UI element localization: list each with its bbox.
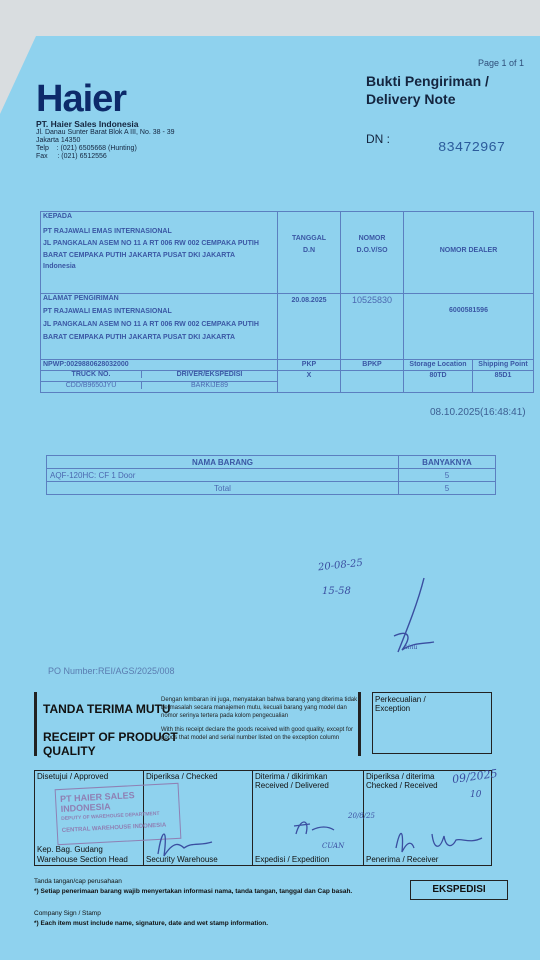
items-table	[46, 455, 496, 495]
recipient-country: Indonesia	[43, 263, 76, 270]
page-number: Page 1 of 1	[478, 58, 525, 68]
delivered-name-hw: CUAN	[322, 842, 345, 850]
pkp-label: PKP	[278, 360, 341, 371]
delivered-foot: Expedisi / Expedition	[255, 855, 330, 864]
nomor-label: NOMOR	[358, 235, 386, 242]
nomor-sub: D.O.V/SO	[356, 247, 388, 254]
received-label: Diperiksa / diterima Checked / Received	[366, 772, 438, 790]
footer-line-4: *) Each item must include name, signature, date and wet stamp information.	[34, 920, 269, 927]
recipient-name: PT RAJAWALI EMAS INTERNASIONAL	[43, 228, 172, 235]
approved-foot-1: Kep. Bag. Gudang	[37, 845, 103, 854]
dealer-value-cell	[404, 294, 534, 360]
tanggal-value: 20.08.2025	[291, 297, 327, 304]
tanggal-sub: D.N	[302, 247, 316, 254]
dn-number: 83472967	[438, 140, 506, 156]
table-row	[47, 469, 496, 482]
signature-note: ninu	[404, 644, 418, 651]
stamp-line-2: DEPUTY OF WAREHOUSE DEPARTMENT	[61, 810, 160, 822]
dealer-label: NOMOR DEALER	[439, 247, 498, 254]
tanggal-header	[278, 212, 341, 294]
checked-label: Diperiksa / Checked	[146, 772, 218, 781]
dealer-value: 6000581596	[449, 307, 488, 314]
checked-foot: Security Warehouse	[146, 855, 218, 864]
dealer-header	[404, 212, 534, 294]
item-name: AQF-120HC: CF 1 Door	[47, 469, 399, 482]
total-label: Total	[47, 482, 399, 495]
company-fax: Fax : (021) 6512556	[36, 153, 107, 160]
ship-to-addr-2: BARAT CEMPAKA PUTIH JAKARTA PUSAT DKI JAKARTA	[43, 334, 236, 341]
shipping-point-label: Shipping Point	[473, 360, 534, 371]
approved-label: Disetujui / Approved	[37, 772, 109, 781]
tanggal-label: TANGGAL	[291, 235, 327, 242]
total-qty: 5	[399, 482, 496, 495]
recipient-addr-1: JL PANGKALAN ASEM NO 11 A RT 006 RW 002 CEMPAKA PUTIH	[43, 240, 259, 247]
received-foot: Penerima / Receiver	[366, 855, 439, 864]
title-line-2: Delivery Note	[366, 91, 456, 107]
delivered-date-hw: 20/8/25	[348, 812, 375, 820]
folded-corner	[0, 36, 36, 114]
nomor-value-cell	[341, 294, 404, 360]
receiver-signature	[390, 818, 490, 862]
quality-text-id: Dengan lembaran ini juga, menyatakan bahwa barang yang diterima tidak bermasalah secara manajemen mutu, kecuali barang yang model dan nomor serinya tertera pada kolom pengecualian	[161, 697, 358, 719]
exception-label: Perkecualian / Exception	[375, 695, 426, 713]
company-city: Jakarta 14350	[36, 137, 81, 144]
delivered-label: Diterima / dikirimkan Received / Delivered	[255, 772, 329, 790]
quality-box-bracket	[358, 692, 361, 756]
stamp-line-1: PT HAIER SALES INDONESIA	[59, 790, 135, 814]
quality-receipt-box	[34, 692, 365, 756]
quality-title-id: TANDA TERIMA MUTU	[43, 702, 171, 716]
pkp-value: X	[278, 371, 341, 393]
quality-text-en: With this receipt declare the goods received with good quality, except for goods that model and serial number listed on the exception column	[161, 727, 353, 741]
document-title	[366, 72, 536, 108]
nomor-value: 10525830	[351, 295, 393, 305]
quality-title-en-2: QUALITY	[43, 744, 96, 758]
approved-foot-2: Warehouse Section Head	[37, 855, 128, 864]
bpkp-value	[341, 371, 404, 393]
npwp-cell: NPWP:0029880628032000	[41, 360, 278, 371]
bpkp-label: BPKP	[341, 360, 404, 371]
truck-no-value: CDD/B9650JYU	[41, 382, 142, 389]
col-nama-barang: NAMA BARANG	[47, 456, 399, 469]
tanggal-value-cell	[278, 294, 341, 360]
storage-location-value: 80TD	[404, 371, 473, 393]
footer-line-2: *) Setiap penerimaan barang wajib menyertakan informasi nama, tanda tangan, tanggal dan Cap basah.	[34, 888, 353, 895]
print-timestamp: 08.10.2025(16:48:41)	[430, 407, 526, 418]
haier-logo: Haier	[36, 78, 127, 120]
company-telp: Telp : (021) 6505668 (Hunting)	[36, 145, 137, 152]
ship-to-cell	[41, 294, 278, 360]
truck-driver-values	[41, 382, 278, 393]
truck-driver-header	[41, 371, 278, 382]
driver-label: DRIVER/EKSPEDISI	[176, 371, 243, 378]
ship-to-label: ALAMAT PENGIRIMAN	[43, 295, 119, 302]
recipient-label: KEPADA	[43, 213, 73, 220]
delivery-info-table	[40, 211, 534, 393]
exception-box	[372, 692, 492, 754]
item-qty: 5	[399, 469, 496, 482]
handwritten-time: 15-58	[322, 586, 351, 597]
ship-to-addr-1: JL PANGKALAN ASEM NO 11 A RT 006 RW 002 CEMPAKA PUTIH	[43, 321, 259, 328]
nomor-header	[341, 212, 404, 294]
delivered-signature	[288, 812, 338, 842]
dn-label: DN :	[366, 132, 390, 146]
ekspedisi-label: EKSPEDISI	[410, 880, 508, 900]
footer-line-3: Company Sign / Stamp	[34, 910, 101, 917]
truck-no-label: TRUCK NO.	[41, 371, 142, 378]
received-date-hw: 09/2025	[451, 766, 499, 787]
footer-line-1: Tanda tangan/cap perusahaan	[34, 878, 122, 885]
col-banyaknya: BANYAKNYA	[399, 456, 496, 469]
quality-title-en-1: RECEIPT OF PRODUCT	[43, 730, 178, 744]
title-line-1: Bukti Pengiriman /	[366, 73, 489, 89]
po-number: PO Number:REI/AGS/2025/008	[48, 666, 175, 676]
checked-signature	[150, 820, 220, 864]
storage-location-label: Storage Location	[404, 360, 473, 371]
handwritten-date: 20-08-25	[317, 557, 364, 574]
stamp-line-3: CENTRAL WAREHOUSE INDONESIA	[61, 822, 167, 834]
recipient-addr-2: BARAT CEMPAKA PUTIH JAKARTA PUSAT DKI JAKARTA	[43, 252, 236, 259]
shipping-point-value: 85D1	[473, 371, 534, 393]
ship-to-name: PT RAJAWALI EMAS INTERNASIONAL	[43, 308, 172, 315]
recipient-cell	[41, 212, 278, 294]
company-name: PT. Haier Sales Indonesia	[36, 119, 139, 129]
company-address: Jl. Danau Sunter Barat Blok A III, No. 38 - 39	[36, 129, 175, 136]
driver-value: BARKIJE89	[191, 382, 228, 389]
received-time-hw: 10	[470, 790, 482, 800]
